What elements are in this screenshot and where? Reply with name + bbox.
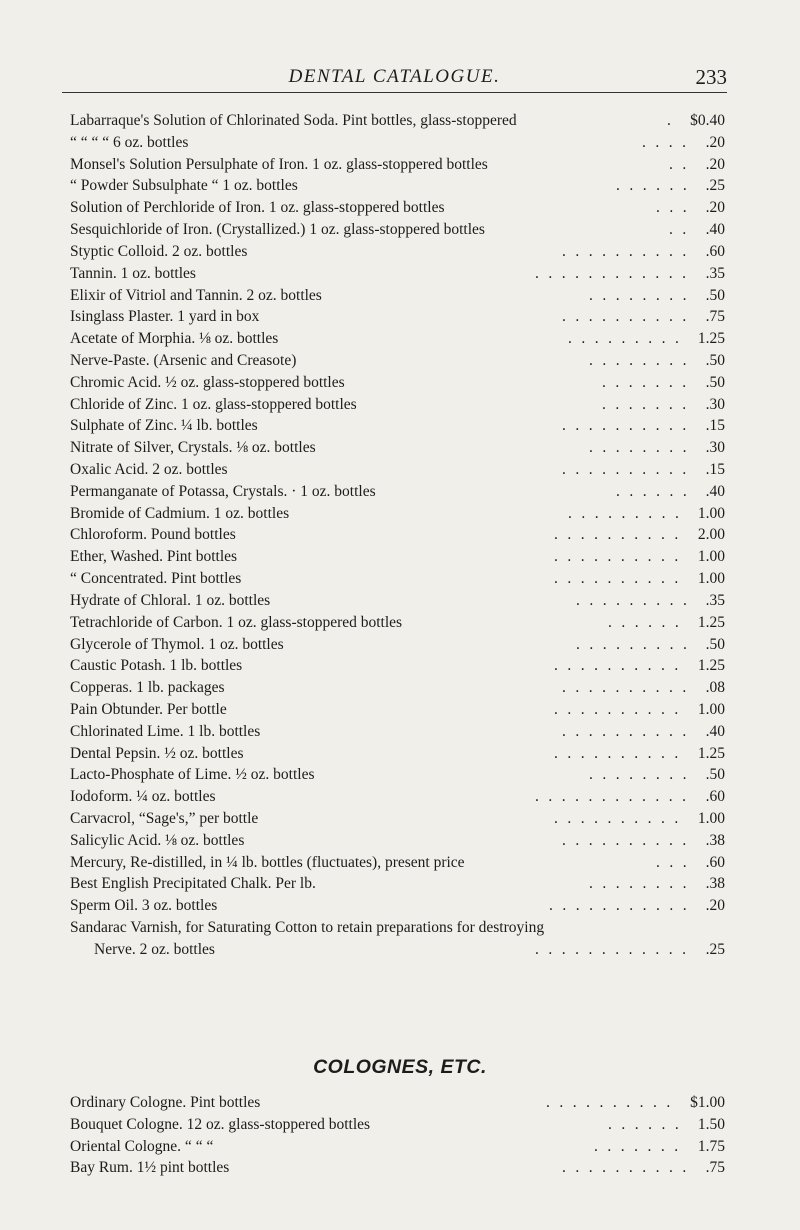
item-price: .25 bbox=[705, 940, 725, 958]
leader-dots: .......... bbox=[562, 308, 696, 326]
item-price: .75 bbox=[705, 1159, 725, 1177]
item-price: .60 bbox=[705, 242, 725, 260]
list-item bbox=[70, 328, 725, 350]
list-item bbox=[70, 655, 725, 677]
item-price: .40 bbox=[705, 482, 725, 500]
item-name: Chloroform. Pound bottles bbox=[70, 526, 236, 544]
leader-dots: ...... bbox=[608, 613, 689, 631]
item-name: Chloride of Zinc. 1 oz. glass-stoppered bottles bbox=[70, 395, 357, 413]
leader-dots: .......... bbox=[554, 700, 688, 718]
list-item bbox=[70, 743, 725, 765]
leader-dots: ........ bbox=[589, 351, 696, 369]
item-name: Glycerole of Thymol. 1 oz. bottles bbox=[70, 635, 284, 653]
item-price: .30 bbox=[705, 439, 725, 457]
item-name: Iodoform. ¼ oz. bottles bbox=[70, 788, 216, 806]
item-price: .15 bbox=[705, 461, 725, 478]
leader-dots: . bbox=[667, 112, 681, 129]
list-item bbox=[70, 699, 725, 721]
list-item bbox=[70, 721, 725, 743]
list-item bbox=[70, 830, 725, 852]
item-price: .75 bbox=[705, 308, 725, 326]
item-name: Sulphate of Zinc. ¼ lb. bottles bbox=[70, 417, 258, 435]
item-name: Dental Pepsin. ½ oz. bottles bbox=[70, 744, 244, 762]
leader-dots: ............ bbox=[535, 264, 696, 282]
leader-dots: ........ bbox=[589, 766, 696, 784]
list-item bbox=[70, 524, 725, 546]
item-price: .25 bbox=[705, 177, 725, 195]
leader-dots: ...... bbox=[616, 482, 697, 500]
item-price: 1.25 bbox=[697, 613, 725, 631]
item-name: Tannin. 1 oz. bottles bbox=[70, 264, 196, 282]
leader-dots: .......... bbox=[562, 417, 696, 435]
item-price: .20 bbox=[705, 155, 725, 173]
list-item bbox=[70, 306, 725, 328]
item-name: Sperm Oil. 3 oz. bottles bbox=[70, 897, 218, 915]
list-item bbox=[70, 372, 725, 394]
item-price: .35 bbox=[705, 264, 725, 282]
leader-dots: .. bbox=[669, 155, 696, 173]
item-name: Mercury, Re-distilled, in ¼ lb. bottles (fluctuates), present price bbox=[70, 853, 465, 871]
leader-dots: .... bbox=[642, 133, 696, 151]
leader-dots: .......... bbox=[562, 831, 696, 849]
leader-dots: ....... bbox=[602, 373, 696, 391]
leader-dots: ......... bbox=[576, 591, 697, 609]
leader-dots: .......... bbox=[562, 461, 696, 478]
list-item bbox=[70, 263, 725, 285]
item-price: .40 bbox=[705, 221, 725, 239]
item-name: Elixir of Vitriol and Tannin. 2 oz. bottles bbox=[70, 286, 322, 304]
leader-dots: .......... bbox=[554, 744, 688, 762]
item-price: .50 bbox=[705, 373, 725, 391]
item-name: Lacto-Phosphate of Lime. ½ oz. bottles bbox=[70, 766, 315, 784]
list-item bbox=[70, 568, 725, 590]
leader-dots: ........ bbox=[589, 439, 696, 457]
page-header bbox=[62, 66, 727, 93]
page-number: 233 bbox=[695, 65, 727, 89]
leader-dots: ....... bbox=[602, 395, 696, 413]
section-heading: COLOGNES, ETC. bbox=[313, 1056, 487, 1078]
leader-dots: .......... bbox=[554, 810, 688, 827]
leader-dots: .......... bbox=[554, 657, 688, 675]
item-name: Hydrate of Chloral. 1 oz. bottles bbox=[70, 591, 271, 609]
list-item bbox=[70, 459, 725, 481]
leader-dots: .......... bbox=[554, 526, 688, 544]
item-name: Caustic Potash. 1 lb. bottles bbox=[70, 657, 243, 675]
list-item bbox=[70, 241, 725, 263]
item-name: Nerve. 2 oz. bottles bbox=[94, 940, 215, 958]
item-name: “ “ “ “ 6 oz. bottles bbox=[70, 133, 189, 151]
item-price: 1.25 bbox=[697, 744, 725, 762]
item-price: .08 bbox=[705, 679, 725, 697]
item-price: .20 bbox=[705, 133, 725, 151]
leader-dots: ......... bbox=[568, 330, 689, 348]
item-name: Styptic Colloid. 2 oz. bottles bbox=[70, 242, 248, 260]
item-name: Permanganate of Potassa, Crystals. · 1 oz. bottles bbox=[70, 482, 376, 500]
leader-dots: ... bbox=[656, 199, 697, 217]
item-price: .35 bbox=[705, 591, 725, 609]
item-name: Ordinary Cologne. Pint bottles bbox=[70, 1094, 261, 1111]
item-price: 1.25 bbox=[697, 330, 725, 348]
leader-dots: ...... bbox=[616, 177, 697, 195]
item-name: Acetate of Morphia. ⅛ oz. bottles bbox=[70, 330, 279, 348]
leader-dots: ........... bbox=[549, 897, 697, 915]
list-item bbox=[70, 612, 725, 634]
list-item bbox=[70, 415, 725, 437]
item-name: Salicylic Acid. ⅛ oz. bottles bbox=[70, 831, 245, 849]
list-item bbox=[70, 764, 725, 786]
item-name: Copperas. 1 lb. packages bbox=[70, 679, 225, 697]
leader-dots: ........ bbox=[589, 875, 696, 893]
item-price: $0.40 bbox=[690, 112, 725, 129]
item-price: 1.00 bbox=[697, 700, 725, 718]
list-item bbox=[70, 677, 725, 699]
leader-dots: .......... bbox=[562, 1159, 696, 1177]
running-title: DENTAL CATALOGUE. bbox=[288, 66, 501, 87]
leader-dots: ....... bbox=[594, 1137, 688, 1155]
item-name: Bay Rum. 1½ pint bottles bbox=[70, 1159, 230, 1177]
leader-dots: .......... bbox=[554, 570, 688, 588]
list-item bbox=[70, 634, 725, 656]
list-item bbox=[70, 1114, 725, 1136]
leader-dots: .......... bbox=[562, 679, 696, 697]
list-item bbox=[70, 437, 725, 459]
item-price: .30 bbox=[705, 395, 725, 413]
item-price: .15 bbox=[705, 417, 725, 435]
item-price: .50 bbox=[705, 635, 725, 653]
list-item bbox=[70, 1136, 725, 1158]
item-price: 1.50 bbox=[697, 1115, 725, 1133]
list-item bbox=[70, 350, 725, 372]
list-item bbox=[70, 1157, 725, 1179]
list-item bbox=[70, 285, 725, 307]
list-item bbox=[70, 175, 725, 197]
list-item bbox=[70, 590, 725, 612]
item-price: .50 bbox=[705, 286, 725, 304]
item-name: Bromide of Cadmium. 1 oz. bottles bbox=[70, 504, 290, 522]
leader-dots: .......... bbox=[562, 242, 696, 260]
item-price: 2.00 bbox=[697, 526, 725, 544]
list-item bbox=[70, 852, 725, 874]
item-price: .20 bbox=[705, 897, 725, 915]
item-name: Chlorinated Lime. 1 lb. bottles bbox=[70, 722, 261, 740]
list-item bbox=[70, 154, 725, 176]
list-item bbox=[70, 939, 725, 961]
item-name: Sandarac Varnish, for Saturating Cotton to retain preparations for destroying bbox=[70, 919, 545, 937]
list-item bbox=[70, 786, 725, 808]
leader-dots: .......... bbox=[554, 548, 688, 566]
item-price: 1.75 bbox=[697, 1137, 725, 1155]
item-name: Oxalic Acid. 2 oz. bottles bbox=[70, 461, 228, 478]
list-item bbox=[70, 546, 725, 568]
item-price: .38 bbox=[705, 831, 725, 849]
item-name: Solution of Perchloride of Iron. 1 oz. glass-stoppered bottles bbox=[70, 199, 445, 217]
leader-dots: ............ bbox=[535, 940, 696, 958]
list-item bbox=[70, 394, 725, 416]
item-name: “ Powder Subsulphate “ 1 oz. bottles bbox=[70, 177, 298, 195]
item-name: Isinglass Plaster. 1 yard in box bbox=[70, 308, 260, 326]
list-item bbox=[70, 110, 725, 132]
item-name: Oriental Cologne. “ “ “ bbox=[70, 1137, 214, 1155]
leader-dots: ......... bbox=[576, 635, 697, 653]
list-item bbox=[70, 481, 725, 503]
leader-dots: .......... bbox=[562, 722, 696, 740]
leader-dots: .. bbox=[669, 221, 696, 239]
item-name: Carvacrol, “Sage's,” per bottle bbox=[70, 810, 259, 827]
leader-dots: ............ bbox=[535, 788, 696, 806]
leader-dots: ........ bbox=[589, 286, 696, 304]
item-name: Labarraque's Solution of Chlorinated Soda. Pint bottles, glass-stoppered bbox=[70, 112, 517, 129]
item-price: .50 bbox=[705, 766, 725, 784]
list-item bbox=[70, 503, 725, 525]
item-name: Monsel's Solution Persulphate of Iron. 1 oz. glass-stoppered bottles bbox=[70, 155, 488, 173]
item-name: Nitrate of Silver, Crystals. ⅛ oz. bottles bbox=[70, 439, 316, 457]
leader-dots: ... bbox=[656, 853, 697, 871]
item-price: 1.00 bbox=[697, 810, 725, 827]
leader-dots: ......... bbox=[568, 504, 689, 522]
list-item bbox=[70, 1092, 725, 1114]
list-item bbox=[70, 873, 725, 895]
cologne-price-list bbox=[70, 1092, 725, 1179]
item-price: $1.00 bbox=[690, 1094, 725, 1111]
item-name: Sesquichloride of Iron. (Crystallized.) 1 oz. glass-stoppered bottles bbox=[70, 221, 485, 239]
list-item bbox=[70, 808, 725, 830]
list-item bbox=[70, 197, 725, 219]
item-price: 1.00 bbox=[697, 548, 725, 566]
item-price: .50 bbox=[705, 351, 725, 369]
item-name: Ether, Washed. Pint bottles bbox=[70, 548, 238, 566]
item-price: .60 bbox=[705, 788, 725, 806]
item-price: 1.25 bbox=[697, 657, 725, 675]
item-price: .20 bbox=[705, 199, 725, 217]
item-price: 1.00 bbox=[697, 570, 725, 588]
list-item bbox=[70, 895, 725, 917]
item-name: “ Concentrated. Pint bottles bbox=[70, 570, 242, 588]
item-name: Bouquet Cologne. 12 oz. glass-stoppered bottles bbox=[70, 1115, 371, 1133]
item-name: Pain Obtunder. Per bottle bbox=[70, 700, 227, 718]
leader-dots: ...... bbox=[608, 1115, 689, 1133]
list-item bbox=[70, 219, 725, 241]
item-name: Tetrachloride of Carbon. 1 oz. glass-stoppered bottles bbox=[70, 613, 403, 631]
item-name: Best English Precipitated Chalk. Per lb. bbox=[70, 875, 316, 893]
item-name: Chromic Acid. ½ oz. glass-stoppered bottles bbox=[70, 373, 345, 391]
product-price-list bbox=[70, 110, 725, 961]
item-name: Nerve-Paste. (Arsenic and Creasote) bbox=[70, 351, 297, 369]
item-price: .40 bbox=[705, 722, 725, 740]
item-price: .38 bbox=[705, 875, 725, 893]
list-item bbox=[70, 917, 725, 939]
leader-dots: .......... bbox=[546, 1094, 680, 1111]
item-price: .60 bbox=[705, 853, 725, 871]
list-item bbox=[70, 132, 725, 154]
item-price: 1.00 bbox=[697, 504, 725, 522]
